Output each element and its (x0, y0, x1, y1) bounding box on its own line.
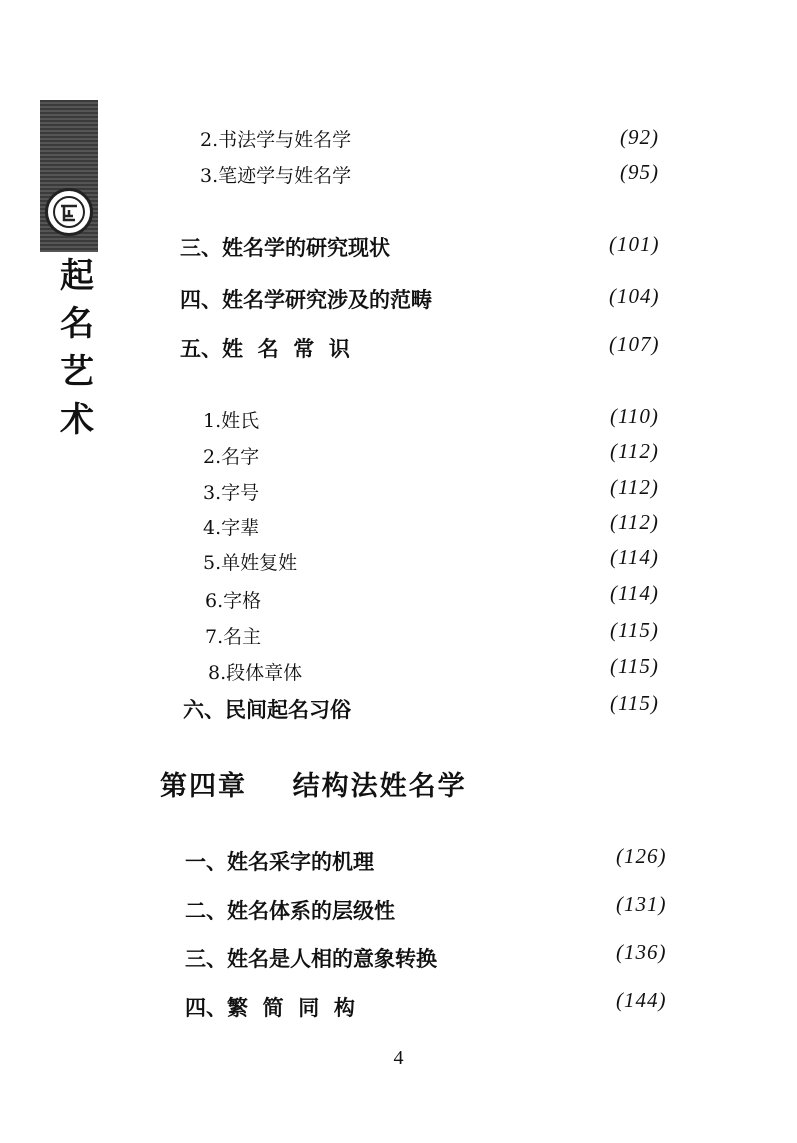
toc-page-ref: (126) (616, 844, 667, 868)
toc-section: 三、姓名学的研究现状 (180, 236, 390, 260)
toc-entry: 1.姓氏 (203, 410, 260, 432)
toc-entry: 3.字号 (203, 482, 260, 504)
toc-page-ref: (110) (610, 404, 659, 428)
book-title: 起名艺术 (60, 256, 94, 440)
seal-emblem-icon (45, 188, 93, 236)
toc-entry: 2.书法学与姓名学 (200, 129, 352, 151)
toc-entry: 3.笔迹学与姓名学 (200, 165, 352, 187)
toc-entry: 4.字辈 (203, 517, 260, 539)
toc-section: 五、姓 名 常 识 (180, 337, 350, 361)
toc-page-ref: (112) (610, 439, 659, 463)
toc-page-ref: (95) (620, 160, 659, 184)
toc-page-ref: (101) (609, 232, 660, 256)
toc-section: 四、姓名学研究涉及的范畴 (180, 288, 432, 312)
toc-page-ref: (131) (616, 892, 667, 916)
toc-page-ref: (115) (610, 691, 659, 715)
toc-section: 一、姓名采字的机理 (185, 850, 374, 874)
toc-entry: 6.字格 (205, 590, 262, 612)
toc-page-ref: (115) (610, 654, 659, 678)
toc-page-ref: (112) (610, 475, 659, 499)
toc-entry: 8.段体章体 (208, 662, 303, 684)
toc-page-ref: (115) (610, 618, 659, 642)
toc-page-ref: (104) (609, 284, 660, 308)
toc-entry: 7.名主 (205, 626, 262, 648)
toc-section: 三、姓名是人相的意象转换 (185, 947, 437, 971)
toc-page-ref: (144) (616, 988, 667, 1012)
toc-page-ref: (136) (616, 940, 667, 964)
toc-section: 六、民间起名习俗 (183, 698, 351, 722)
chapter-heading: 第四章 结构法姓名学 (160, 771, 467, 802)
toc-section: 二、姓名体系的层级性 (185, 899, 395, 923)
toc-page-ref: (112) (610, 510, 659, 534)
toc-page-ref: (114) (610, 581, 659, 605)
toc-section: 四、繁 简 同 构 (185, 996, 355, 1020)
page-number: 4 (393, 1047, 404, 1069)
toc-entry: 2.名字 (203, 446, 260, 468)
toc-page-ref: (92) (620, 125, 659, 149)
toc-entry: 5.单姓复姓 (203, 552, 298, 574)
toc-page-ref: (114) (610, 545, 659, 569)
toc-page-ref: (107) (609, 332, 660, 356)
